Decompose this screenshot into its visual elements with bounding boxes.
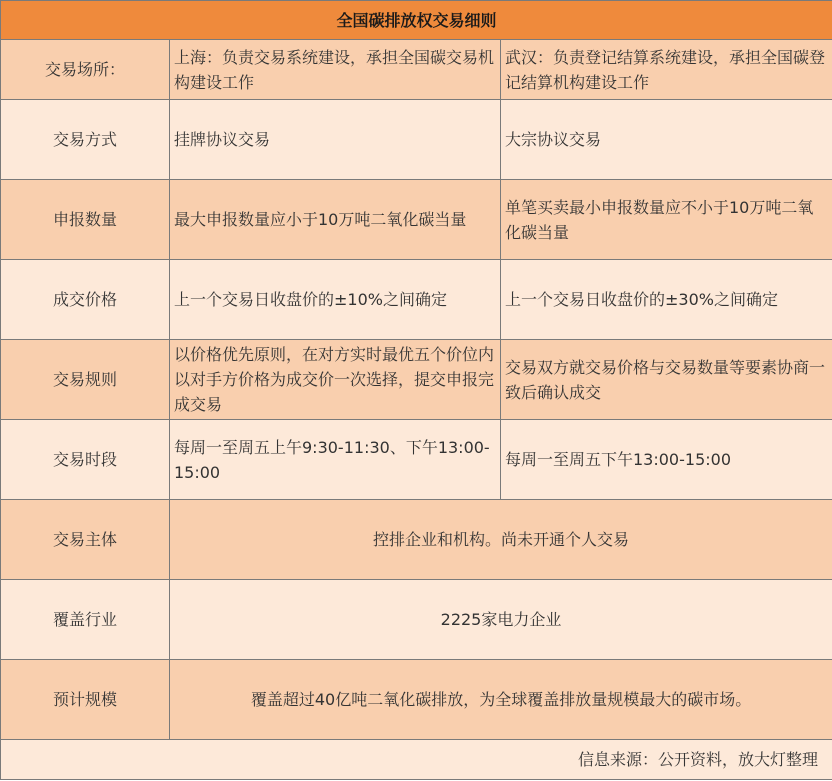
wuhan-cell: 每周一至周五下午13:00-15:00 [501,420,832,500]
table-row [1,180,832,260]
row-label: 交易方式 [1,100,170,180]
wuhan-cell: 上一个交易日收盘价的±30%之间确定 [501,260,832,340]
row-label: 交易规则 [1,340,170,420]
merged-value-cell: 控排企业和机构。尚未开通个人交易 [170,500,832,580]
table-row [1,260,832,340]
shanghai-cell: 以价格优先原则，在对方实时最优五个价位内以对手方价格为成交价一次选择，提交申报完成交易 [170,340,501,420]
shanghai-cell: 上一个交易日收盘价的±10%之间确定 [170,260,501,340]
table-title: 全国碳排放权交易细则 [1,1,832,40]
table-row-merged [1,500,832,580]
row-label: 申报数量 [1,180,170,260]
wuhan-cell: 单笔买卖最小申报数量应不小于10万吨二氧化碳当量 [501,180,832,260]
shanghai-cell: 上海：负责交易系统建设，承担全国碳交易机构建设工作 [170,40,501,100]
source-note: 信息来源：公开资料，放大灯整理 [1,740,832,780]
row-label: 交易时段 [1,420,170,500]
shanghai-cell: 最大申报数量应小于10万吨二氧化碳当量 [170,180,501,260]
wuhan-cell: 武汉：负责登记结算系统建设，承担全国碳登记结算机构建设工作 [501,40,832,100]
table-row [1,40,832,100]
table-row-merged [1,580,832,660]
row-label: 成交价格 [1,260,170,340]
row-label: 覆盖行业 [1,580,170,660]
wuhan-cell: 交易双方就交易价格与交易数量等要素协商一致后确认成交 [501,340,832,420]
row-label: 交易场所： [1,40,170,100]
table-title-row [1,1,832,40]
row-label: 交易主体 [1,500,170,580]
table-row [1,420,832,500]
shanghai-cell: 每周一至周五上午9:30-11:30、下午13:00-15:00 [170,420,501,500]
table-row [1,100,832,180]
table-row-merged [1,660,832,740]
shanghai-cell: 挂牌协议交易 [170,100,501,180]
merged-value-cell: 覆盖超过40亿吨二氧化碳排放，为全球覆盖排放量规模最大的碳市场。 [170,660,832,740]
wuhan-cell: 大宗协议交易 [501,100,832,180]
merged-value-cell: 2225家电力企业 [170,580,832,660]
table-row [1,340,832,420]
row-label: 预计规模 [1,660,170,740]
source-footer-row [1,740,832,780]
